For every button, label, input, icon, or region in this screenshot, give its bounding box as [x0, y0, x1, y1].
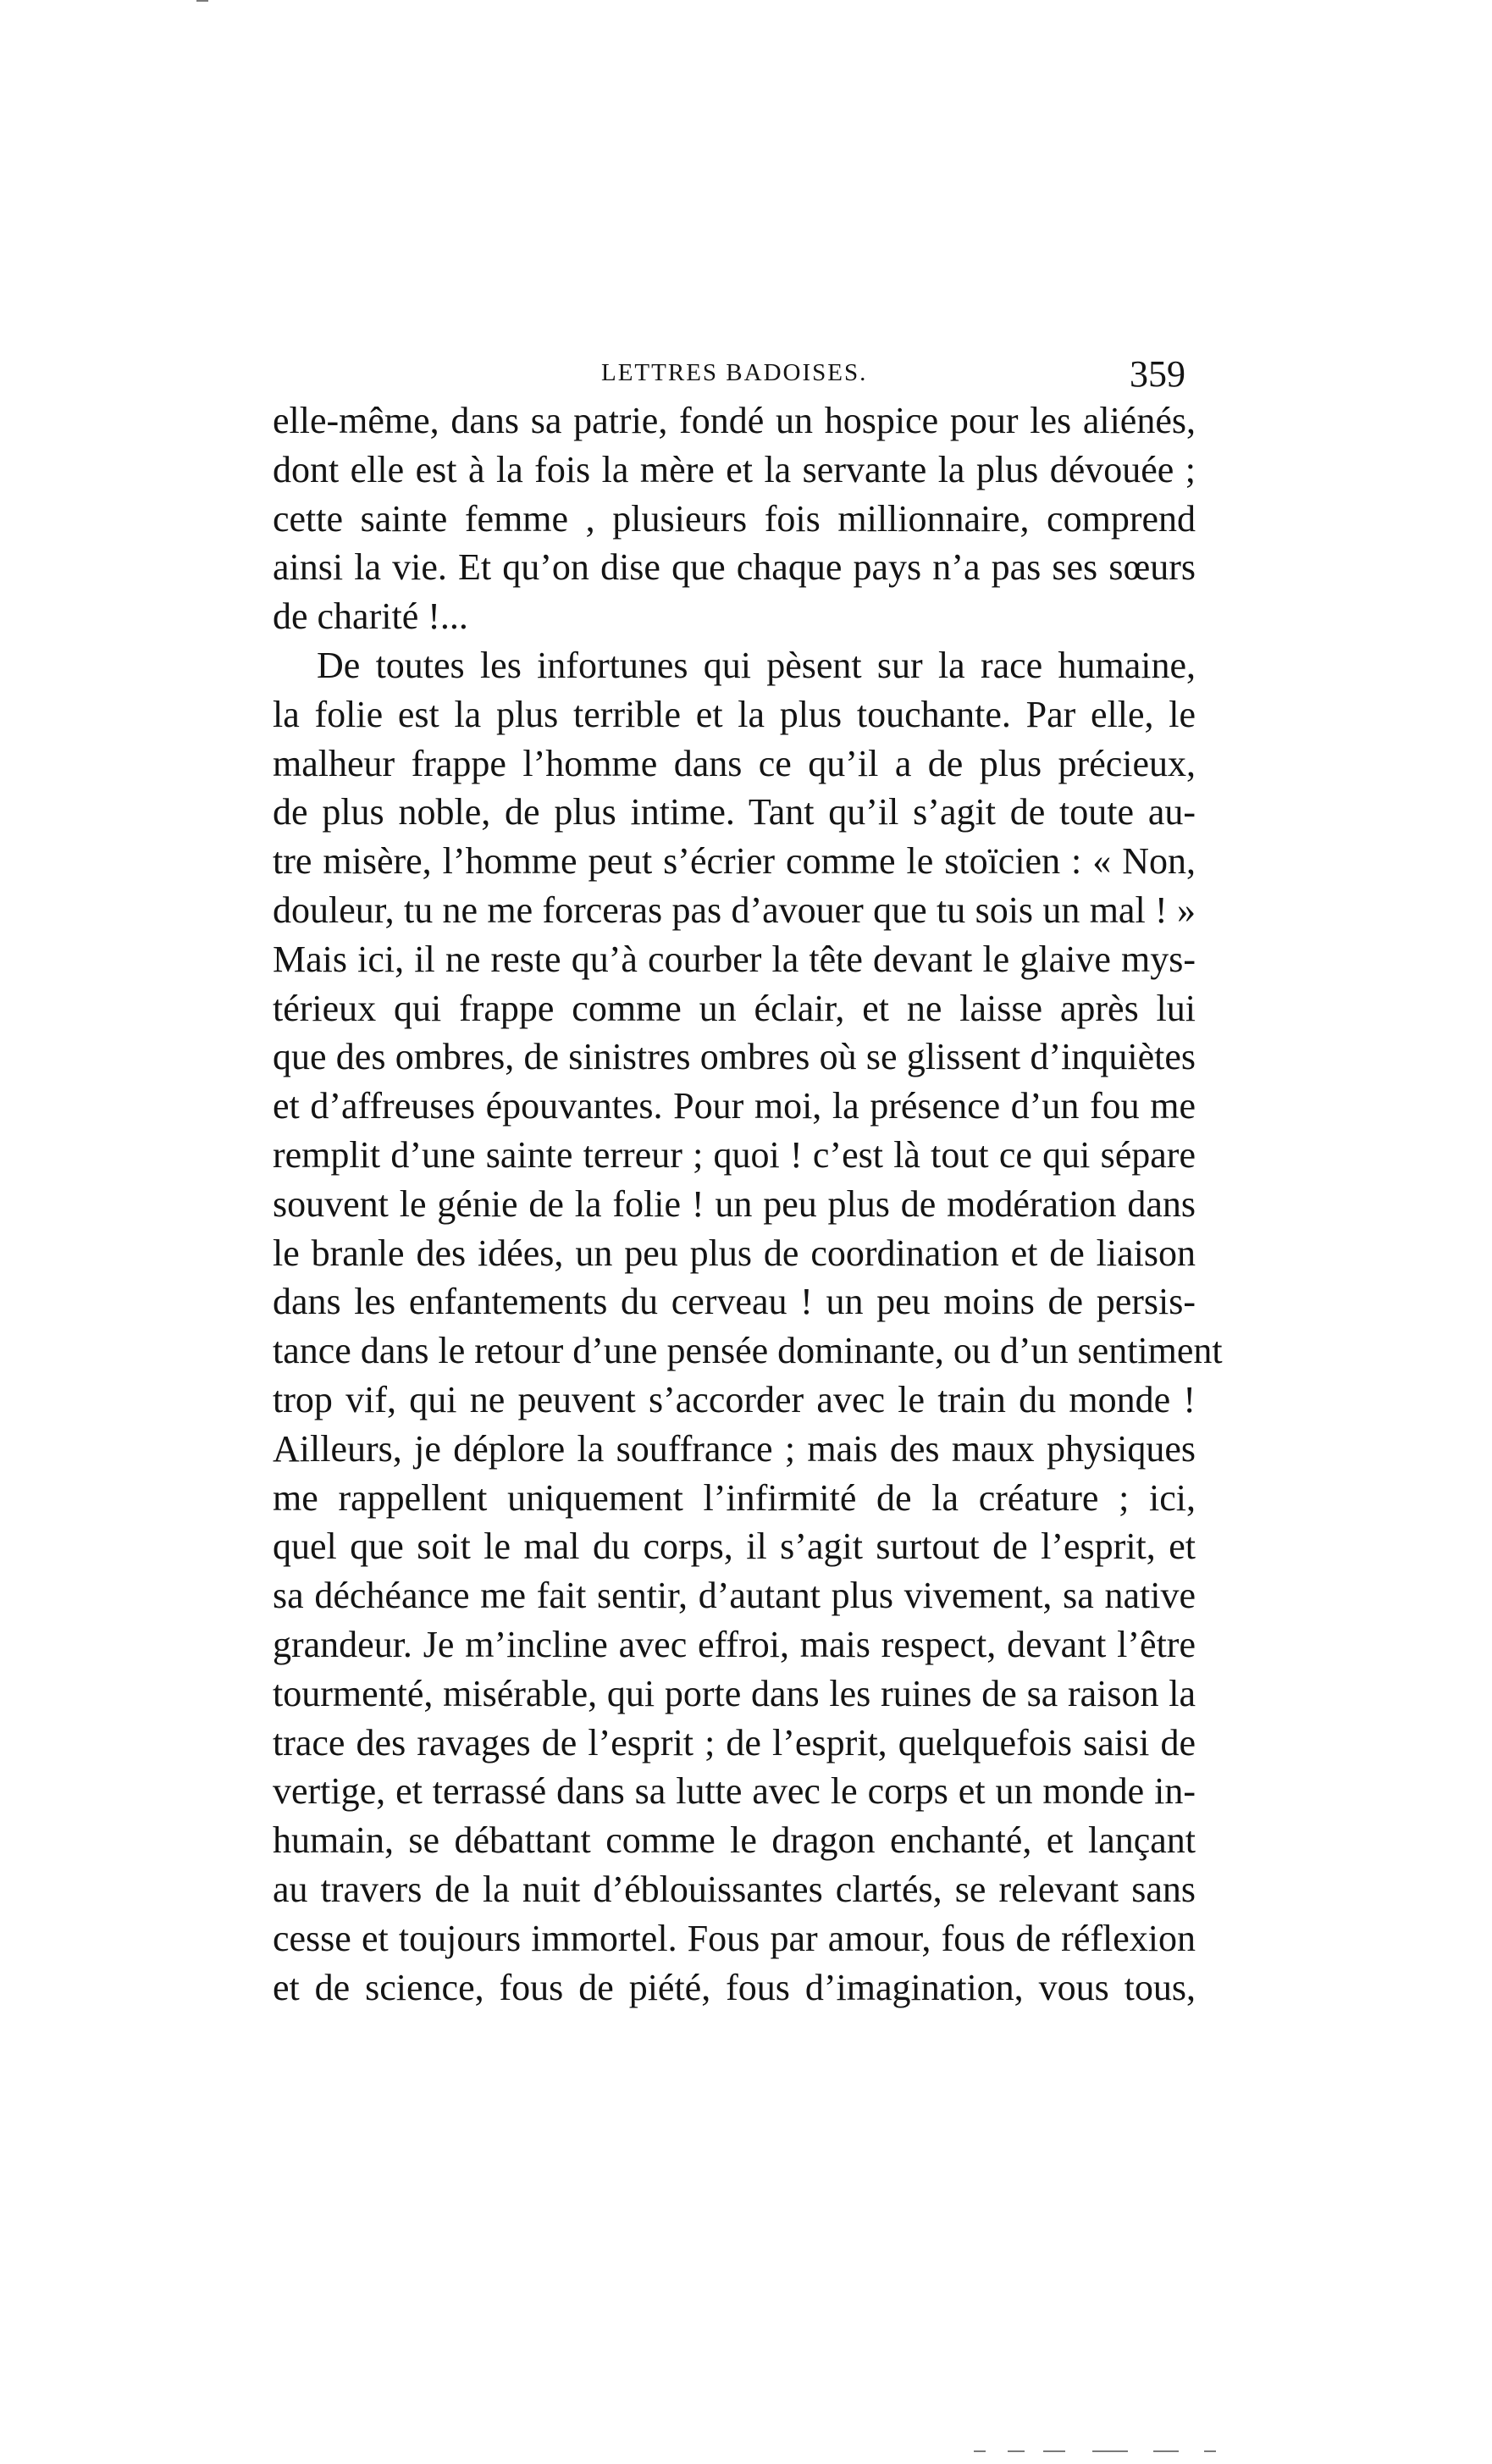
text-line: tre misère, l’homme peut s’écrier comme le stoïcien : « Non, — [273, 840, 1196, 883]
text-line: dont elle est à la fois la mère et la servante la plus dévouée ; — [273, 448, 1196, 490]
text-line: Ailleurs, je déplore la souffrance ; mais des maux physiques — [273, 1427, 1196, 1470]
text-line: tourmenté, misérable, qui porte dans les ruines de sa raison la — [273, 1672, 1196, 1714]
scan-mark — [1008, 2450, 1025, 2452]
text-line: grandeur. Je m’incline avec effroi, mais respect, devant l’être — [273, 1623, 1196, 1665]
scan-mark — [1092, 2450, 1128, 2452]
text-line: douleur, tu ne me forceras pas d’avouer que tu sois un mal ! » — [273, 889, 1196, 931]
text-line: ainsi la vie. Et qu’on dise que chaque pays n’a pas ses sœurs — [273, 546, 1196, 589]
text-line: que des ombres, de sinistres ombres où se glissent d’inquiètes — [273, 1036, 1196, 1078]
text-line: et de science, fous de piété, fous d’imagination, vous tous, — [273, 1966, 1196, 2008]
text-line: de charité !... — [273, 595, 468, 638]
text-line: elle-même, dans sa patrie, fondé un hospice pour les aliénés, — [273, 400, 1196, 441]
text-line: et d’affreuses épouvantes. Pour moi, la présence d’un fou me — [273, 1085, 1196, 1127]
text-line: vertige, et terrassé dans sa lutte avec le corps et un monde in- — [273, 1770, 1196, 1813]
paragraph-first-line: De toutes les infortunes qui pèsent sur la race humaine, — [317, 644, 1196, 686]
text-line: cesse et toujours immortel. Fous par amour, fous de réflexion — [273, 1917, 1196, 1959]
text-line: trop vif, qui ne peuvent s’accorder avec le train du monde ! — [273, 1378, 1196, 1420]
running-title: LETTRES BADOISES. — [601, 359, 868, 386]
text-line: sa déchéance me fait sentir, d’autant plus vivement, sa native — [273, 1575, 1196, 1617]
text-line: souvent le génie de la folie ! un peu plus de modération dans — [273, 1182, 1196, 1225]
body-text — [273, 396, 1223, 2012]
text-line: remplit d’une sainte terreur ; quoi ! c’est là tout ce qui sépare — [273, 1133, 1196, 1176]
text-line: me rappellent uniquement l’infirmité de la créature ; ici, — [273, 1476, 1196, 1519]
text-line: humain, se débattant comme le dragon enchanté, et lançant — [273, 1819, 1196, 1862]
text-line: térieux qui frappe comme un éclair, et ne laisse après lui — [273, 987, 1196, 1029]
text-line: malheur frappe l’homme dans ce qu’il a de plus précieux, — [273, 742, 1196, 784]
text-line: tance dans le retour d’une pensée dominante, ou d’un sentiment — [273, 1330, 1223, 1372]
text-line: de plus noble, de plus intime. Tant qu’il s’agit de toute au- — [273, 791, 1196, 833]
text-line: dans les enfantements du cerveau ! un peu moins de persis- — [273, 1281, 1196, 1323]
page-number: 359 — [1130, 353, 1185, 395]
text-line: Mais ici, il ne reste qu’à courber la tête devant le glaive mys- — [273, 938, 1196, 980]
scan-mark — [1153, 2450, 1179, 2452]
text-line: la folie est la plus terrible et la plus touchante. Par elle, le — [273, 693, 1196, 735]
scan-mark — [1043, 2450, 1065, 2452]
text-line: trace des ravages de l’esprit ; de l’esprit, quelquefois saisi de — [273, 1721, 1196, 1764]
scan-mark — [1204, 2450, 1216, 2452]
scan-mark — [974, 2450, 986, 2452]
scan-mark — [196, 0, 208, 2]
text-line: cette sainte femme , plusieurs fois millionnaire, comprend — [273, 497, 1196, 540]
text-line: le branle des idées, un peu plus de coordination et de liaison — [273, 1232, 1196, 1274]
text-line: quel que soit le mal du corps, il s’agit surtout de l’esprit, et — [273, 1525, 1196, 1568]
text-line: au travers de la nuit d’éblouissantes clartés, se relevant sans — [273, 1868, 1196, 1910]
